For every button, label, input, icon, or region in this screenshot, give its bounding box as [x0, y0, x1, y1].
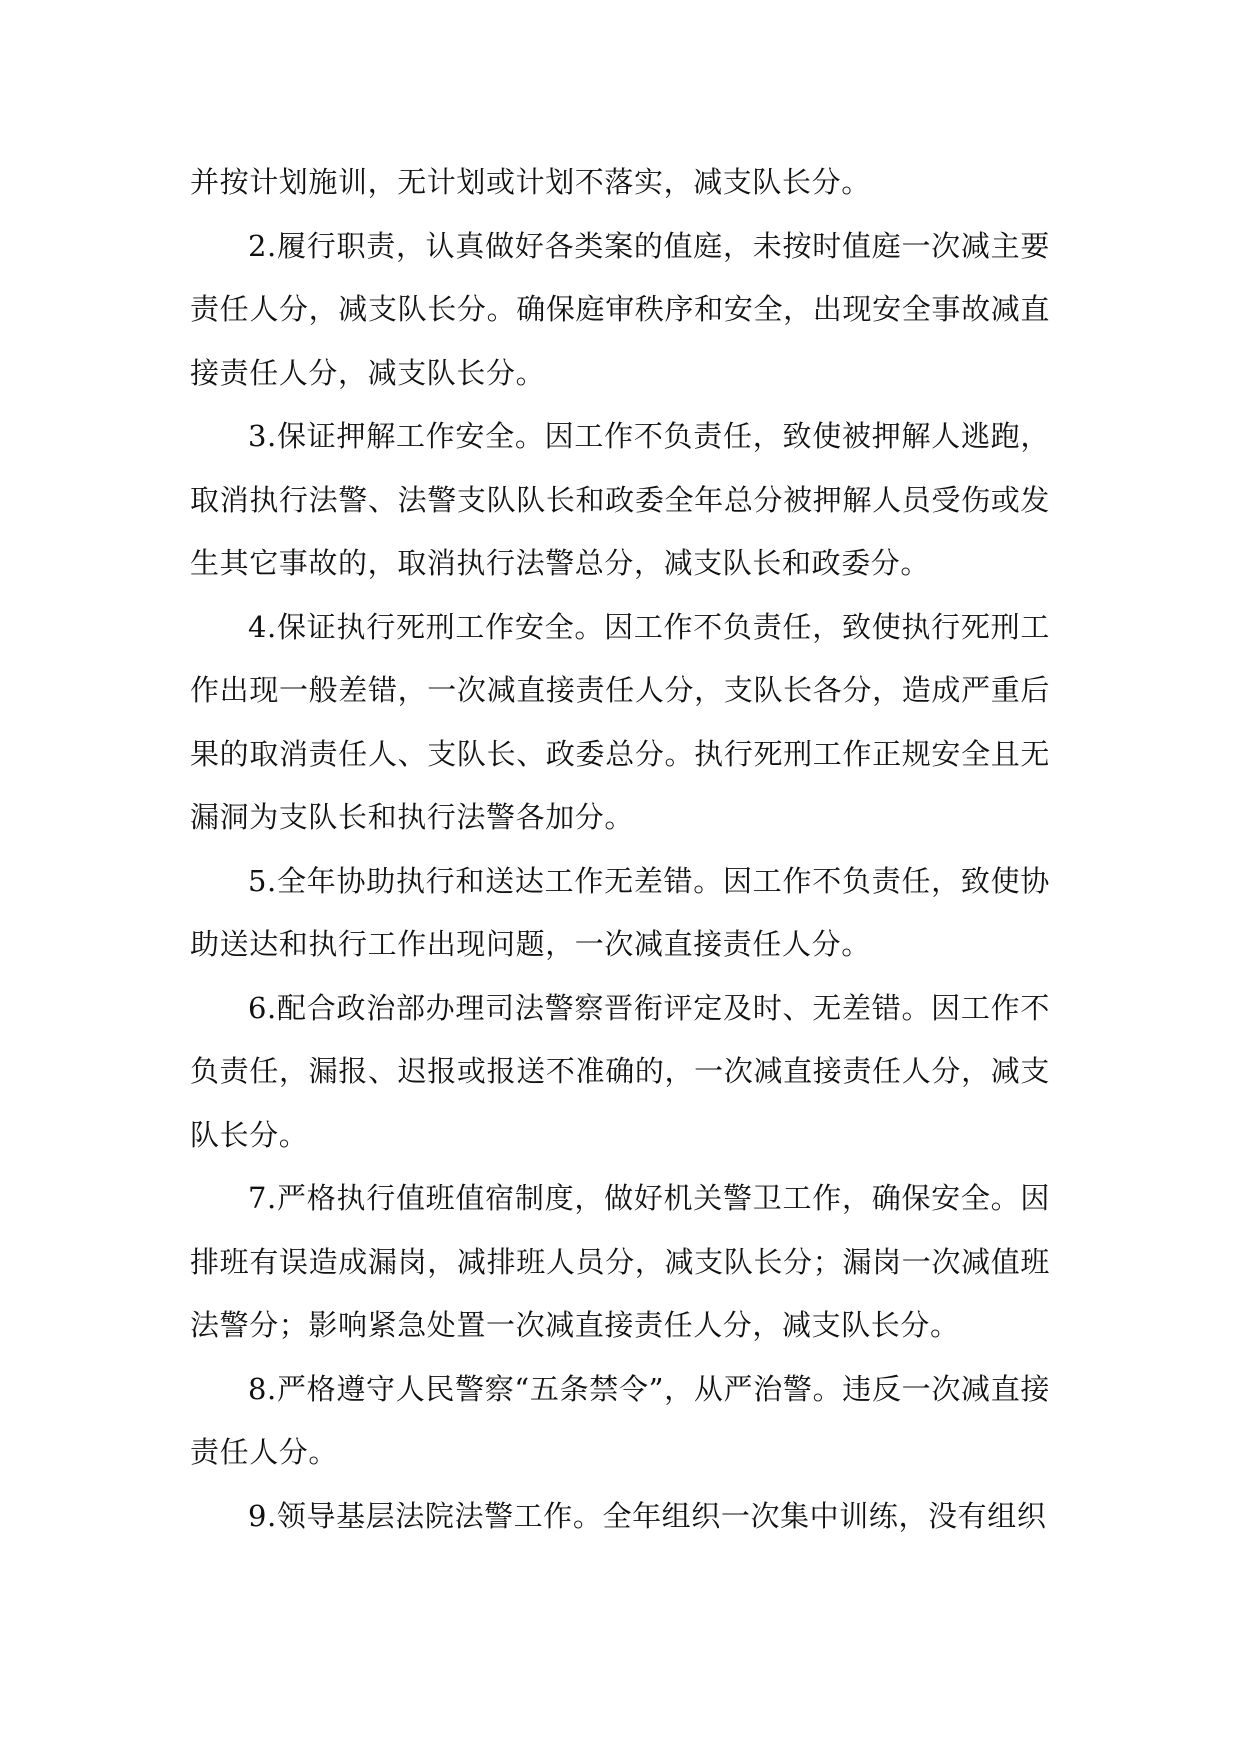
paragraph-item-9: 9.领导基层法院法警工作。全年组织一次集中训练，没有组织	[248, 1498, 1047, 1533]
paragraph-item-6: 6.配合政治部办理司法警察晋衔评定及时、无差错。因工作不负责任，漏报、迟报或报送不准确的，一次减直接责任人分，减支队长分。	[190, 990, 1050, 1152]
paragraph-item-5: 5.全年协助执行和送达工作无差错。因工作不负责任，致使协助送达和执行工作出现问题，一次减直接责任人分。	[190, 863, 1050, 961]
paragraph-item-8: 8.严格遵守人民警察“五条禁令”，从严治警。违反一次减直接责任人分。	[190, 1371, 1050, 1469]
paragraph-item-2: 2.履行职责，认真做好各类案的值庭，未按时值庭一次减主要责任人分，减支队长分。确保庭审秩序和安全，出现安全事故减直接责任人分，减支队长分。	[190, 228, 1050, 390]
document-body	[190, 151, 1050, 1548]
paragraph-item-3: 3.保证押解工作安全。因工作不负责任，致使被押解人逃跑，取消执行法警、法警支队队长和政委全年总分被押解人员受伤或发生其它事故的，取消执行法警总分，减支队长和政委分。	[190, 419, 1050, 580]
paragraph-item-4: 4.保证执行死刑工作安全。因工作不负责任，致使执行死刑工作出现一般差错，一次减直接责任人分，支队长各分，造成严重后果的取消责任人、支队长、政委总分。执行死刑工作正规安全且无漏洞为支队长和执行法警各加分。	[190, 609, 1050, 834]
paragraph-item-7: 7.严格执行值班值宿制度，做好机关警卫工作，确保安全。因排班有误造成漏岗，减排班人员分，减支队长分；漏岗一次减值班法警分；影响紧急处置一次减直接责任人分，减支队长分。	[190, 1181, 1050, 1342]
paragraph-continuation: 并按计划施训，无计划或计划不落实，减支队长分。	[190, 165, 871, 199]
